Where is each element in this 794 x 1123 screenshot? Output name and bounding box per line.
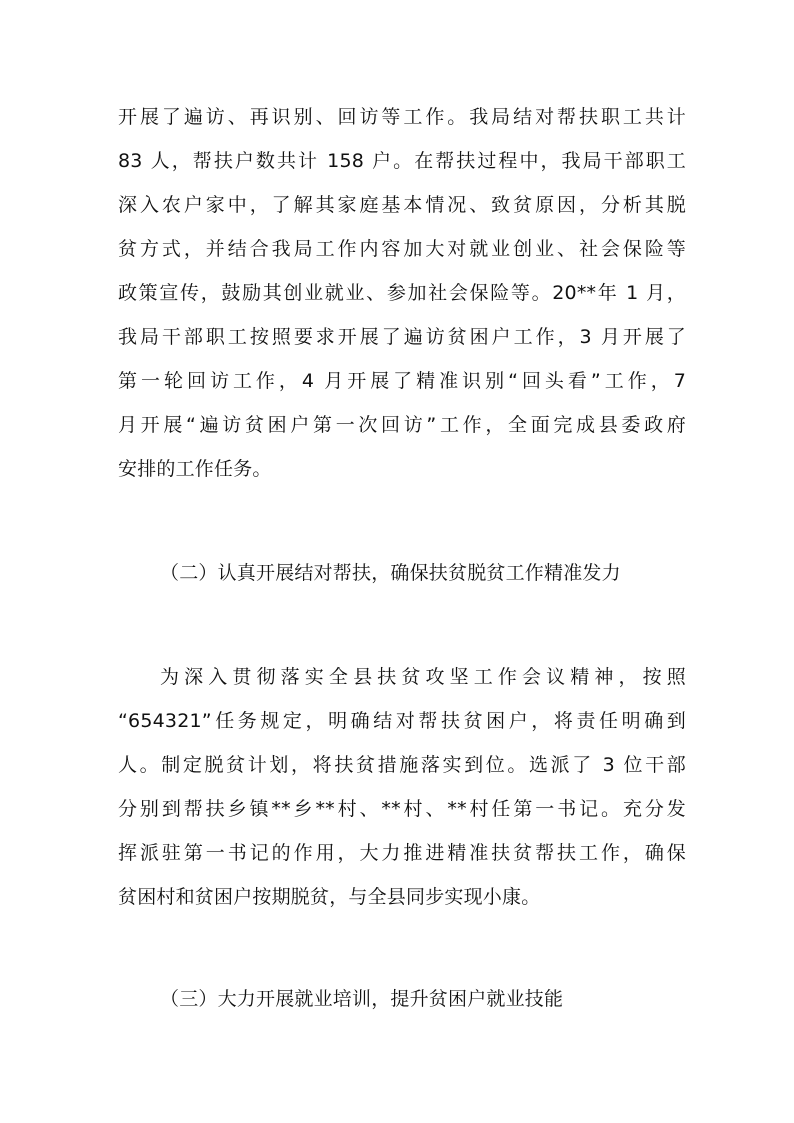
paragraph2-line-2: “654321”任务规定，明确结对帮扶贫困户，将责任明确到 — [118, 710, 686, 732]
paragraph2-line-6: 贫困村和贫困户按期脱贫，与全县同步实现小康。 — [118, 886, 541, 908]
paragraph2-line-1: 为深入贯彻落实全县扶贫攻坚工作会议精神，按照 — [160, 666, 686, 688]
paragraph1-line-5: 政策宣传，鼓励其创业就业、参加社会保险等。20**年 1 月， — [118, 282, 686, 304]
paragraph1-line-4: 贫方式，并结合我局工作内容加大对就业创业、社会保险等 — [118, 238, 686, 260]
paragraph2-line-4: 分别到帮扶乡镇**乡**村、**村、**村任第一书记。充分发 — [118, 798, 686, 820]
paragraph1-line-9: 安排的工作任务。 — [118, 458, 272, 480]
paragraph2-line-5: 挥派驻第一书记的作用，大力推进精准扶贫帮扶工作，确保 — [118, 842, 686, 864]
paragraph1-line-6: 我局干部职工按照要求开展了遍访贫困户工作，3 月开展了 — [118, 326, 686, 348]
section-heading-2: （二）认真开展结对帮扶，确保扶贫脱贫工作精准发力 — [160, 562, 621, 584]
section-heading-3: （三）大力开展就业培训，提升贫困户就业技能 — [160, 988, 564, 1010]
paragraph1-line-1: 开展了遍访、再识别、回访等工作。我局结对帮扶职工共计 — [118, 106, 686, 128]
paragraph1-line-8: 月开展“遍访贫困户第一次回访”工作，全面完成县委政府 — [118, 414, 686, 436]
paragraph1-line-3: 深入农户家中，了解其家庭基本情况、致贫原因，分析其脱 — [118, 194, 686, 216]
paragraph1-line-7: 第一轮回访工作，4 月开展了精准识别“回头看”工作，7 — [118, 370, 686, 392]
paragraph2-line-3: 人。制定脱贫计划，将扶贫措施落实到位。选派了 3 位干部 — [118, 754, 686, 776]
paragraph1-line-2: 83 人，帮扶户数共计 158 户。在帮扶过程中，我局干部职工 — [118, 150, 686, 172]
